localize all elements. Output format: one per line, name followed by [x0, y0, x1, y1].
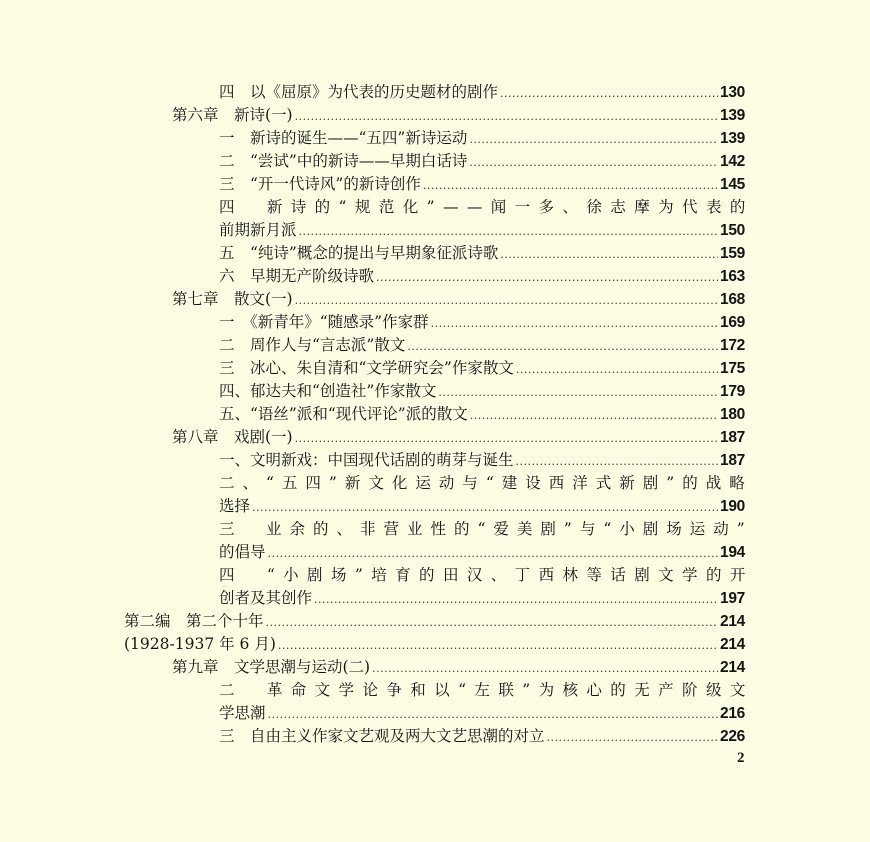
- toc-entry-page: 159: [720, 245, 745, 262]
- dot-leader: [423, 174, 718, 197]
- toc-entry: [0, 633, 870, 656]
- toc-entry-title: 五 “纯诗”概念的提出与早期象征派诗歌: [219, 244, 499, 262]
- toc-entry-title: 四 “小剧场”培育的田汉、丁西林等话剧文学的开: [219, 566, 754, 584]
- toc-entry: [0, 518, 870, 541]
- toc-entry: [0, 380, 870, 403]
- toc-entry-title: 五、“语丝”派和“现代评论”派的散文: [219, 405, 468, 423]
- toc-entry: [0, 127, 870, 150]
- toc-entry: [0, 219, 870, 242]
- toc-entry: [0, 725, 870, 748]
- toc-entry: [0, 150, 870, 173]
- toc-entry-title: 一 新诗的诞生——“五四”新诗运动: [219, 129, 468, 147]
- toc-entry-title: 三 业余的、非营业性的“爱美剧”与“小剧场运动”: [219, 520, 753, 538]
- dot-leader: [295, 105, 718, 128]
- toc-entry-title: 四 新诗的“规范化”——闻一多、徐志摩为代表的: [219, 198, 754, 216]
- toc-entry-title: 创者及其创作: [219, 589, 313, 607]
- toc-entry-page: 145: [720, 176, 745, 193]
- toc-entry: [0, 81, 870, 104]
- toc-entry-page: 139: [720, 130, 745, 147]
- toc-entry-page: 168: [720, 291, 745, 308]
- toc-entry: [0, 472, 870, 495]
- toc-entry-page: 214: [720, 659, 745, 676]
- toc-entry-page: 175: [720, 360, 745, 377]
- toc-entry-page: 172: [720, 337, 745, 354]
- toc-entry-title: 四 以《屈原》为代表的历史题材的剧作: [219, 83, 499, 101]
- toc-entry-page: 187: [720, 452, 745, 469]
- toc-entry-title: 的倡导: [219, 543, 266, 561]
- toc-entry-title: 一 《新青年》“随感录”作家群: [219, 313, 429, 331]
- dot-leader: [547, 726, 719, 749]
- dot-leader: [516, 450, 719, 473]
- toc-entry: [0, 564, 870, 587]
- toc-entry-page: 214: [720, 636, 745, 653]
- toc-entry: [0, 403, 870, 426]
- toc-entry-title: 第六章 新诗(一): [172, 106, 293, 124]
- dot-leader: [268, 542, 719, 565]
- dot-leader: [295, 289, 718, 312]
- toc-entry-title: 四、郁达夫和“创造社”作家散文: [219, 382, 437, 400]
- toc-entry: [0, 196, 870, 219]
- toc-entry: [0, 610, 870, 633]
- dot-leader: [314, 588, 718, 611]
- table-of-contents: [0, 81, 870, 748]
- toc-entry-page: 226: [720, 728, 745, 745]
- toc-entry: [0, 679, 870, 702]
- toc-entry-page: 139: [720, 107, 745, 124]
- toc-entry: [0, 265, 870, 288]
- toc-entry: [0, 173, 870, 196]
- toc-entry-title: 三 “开一代诗风”的新诗创作: [219, 175, 421, 193]
- toc-entry-title: 一、文明新戏：中国现代话剧的萌芽与诞生: [219, 451, 514, 469]
- dot-leader: [469, 128, 718, 151]
- toc-entry-page: 214: [720, 613, 745, 630]
- toc-entry-title: 第七章 散文(一): [172, 290, 293, 308]
- dot-leader: [469, 151, 718, 174]
- toc-entry: [0, 587, 870, 610]
- toc-entry: [0, 242, 870, 265]
- toc-entry: [0, 311, 870, 334]
- toc-entry-title: 三 冰心、朱自清和“文学研究会”作家散文: [219, 359, 514, 377]
- toc-entry-title: 六 早期无产阶级诗歌: [219, 267, 375, 285]
- toc-entry-page: 179: [720, 383, 745, 400]
- dot-leader: [500, 82, 718, 105]
- toc-entry: [0, 495, 870, 518]
- toc-entry-page: 197: [720, 590, 745, 607]
- toc-entry: [0, 104, 870, 127]
- toc-entry-page: 194: [720, 544, 745, 561]
- toc-entry-title: 第八章 戏剧(一): [172, 428, 293, 446]
- page-number: 2: [737, 750, 745, 766]
- toc-entry-page: 180: [720, 406, 745, 423]
- toc-entry: [0, 334, 870, 357]
- toc-entry-title: 选择: [219, 497, 251, 515]
- toc-entry-title: 三 自由主义作家文艺观及两大文艺思潮的对立: [219, 727, 545, 745]
- toc-entry-title: 学思潮: [219, 704, 266, 722]
- dot-leader: [438, 381, 718, 404]
- toc-entry-page: 190: [720, 498, 745, 515]
- dot-leader: [500, 243, 718, 266]
- toc-entry-title: (1928-1937 年 6 月): [124, 635, 276, 653]
- dot-leader: [295, 427, 718, 450]
- toc-entry: [0, 357, 870, 380]
- dot-leader: [516, 358, 718, 381]
- dot-leader: [278, 634, 718, 657]
- toc-entry-page: 169: [720, 314, 745, 331]
- toc-entry-page: 130: [720, 84, 745, 101]
- toc-entry-page: 216: [720, 705, 745, 722]
- dot-leader: [372, 657, 718, 680]
- toc-entry: [0, 288, 870, 311]
- dot-leader: [268, 703, 719, 726]
- dot-leader: [299, 220, 719, 243]
- toc-entry-page: 163: [720, 268, 745, 285]
- toc-entry-title: 二 周作人与“言志派”散文: [219, 336, 406, 354]
- dot-leader: [431, 312, 718, 335]
- dot-leader: [376, 266, 718, 289]
- toc-entry: [0, 656, 870, 679]
- dot-leader: [252, 496, 718, 519]
- toc-entry-title: 第二编 第二个十年: [124, 612, 264, 630]
- toc-entry: [0, 702, 870, 725]
- toc-entry: [0, 449, 870, 472]
- toc-entry-title: 二 “尝试”中的新诗——早期白话诗: [219, 152, 468, 170]
- toc-entry-title: 二 革命文学论争和以“左联”为核心的无产阶级文: [219, 681, 754, 699]
- toc-entry-page: 150: [720, 222, 745, 239]
- dot-leader: [266, 611, 719, 634]
- toc-entry-page: 142: [720, 153, 745, 170]
- toc-entry: [0, 426, 870, 449]
- toc-entry: [0, 541, 870, 564]
- toc-entry-title: 二、“五四”新文化运动与“建设西洋式新剧”的战略: [219, 474, 753, 492]
- toc-entry-title: 第九章 文学思潮与运动(二): [172, 658, 371, 676]
- toc-entry-title: 前期新月派: [219, 221, 297, 239]
- toc-entry-page: 187: [720, 429, 745, 446]
- dot-leader: [470, 404, 718, 427]
- dot-leader: [407, 335, 718, 358]
